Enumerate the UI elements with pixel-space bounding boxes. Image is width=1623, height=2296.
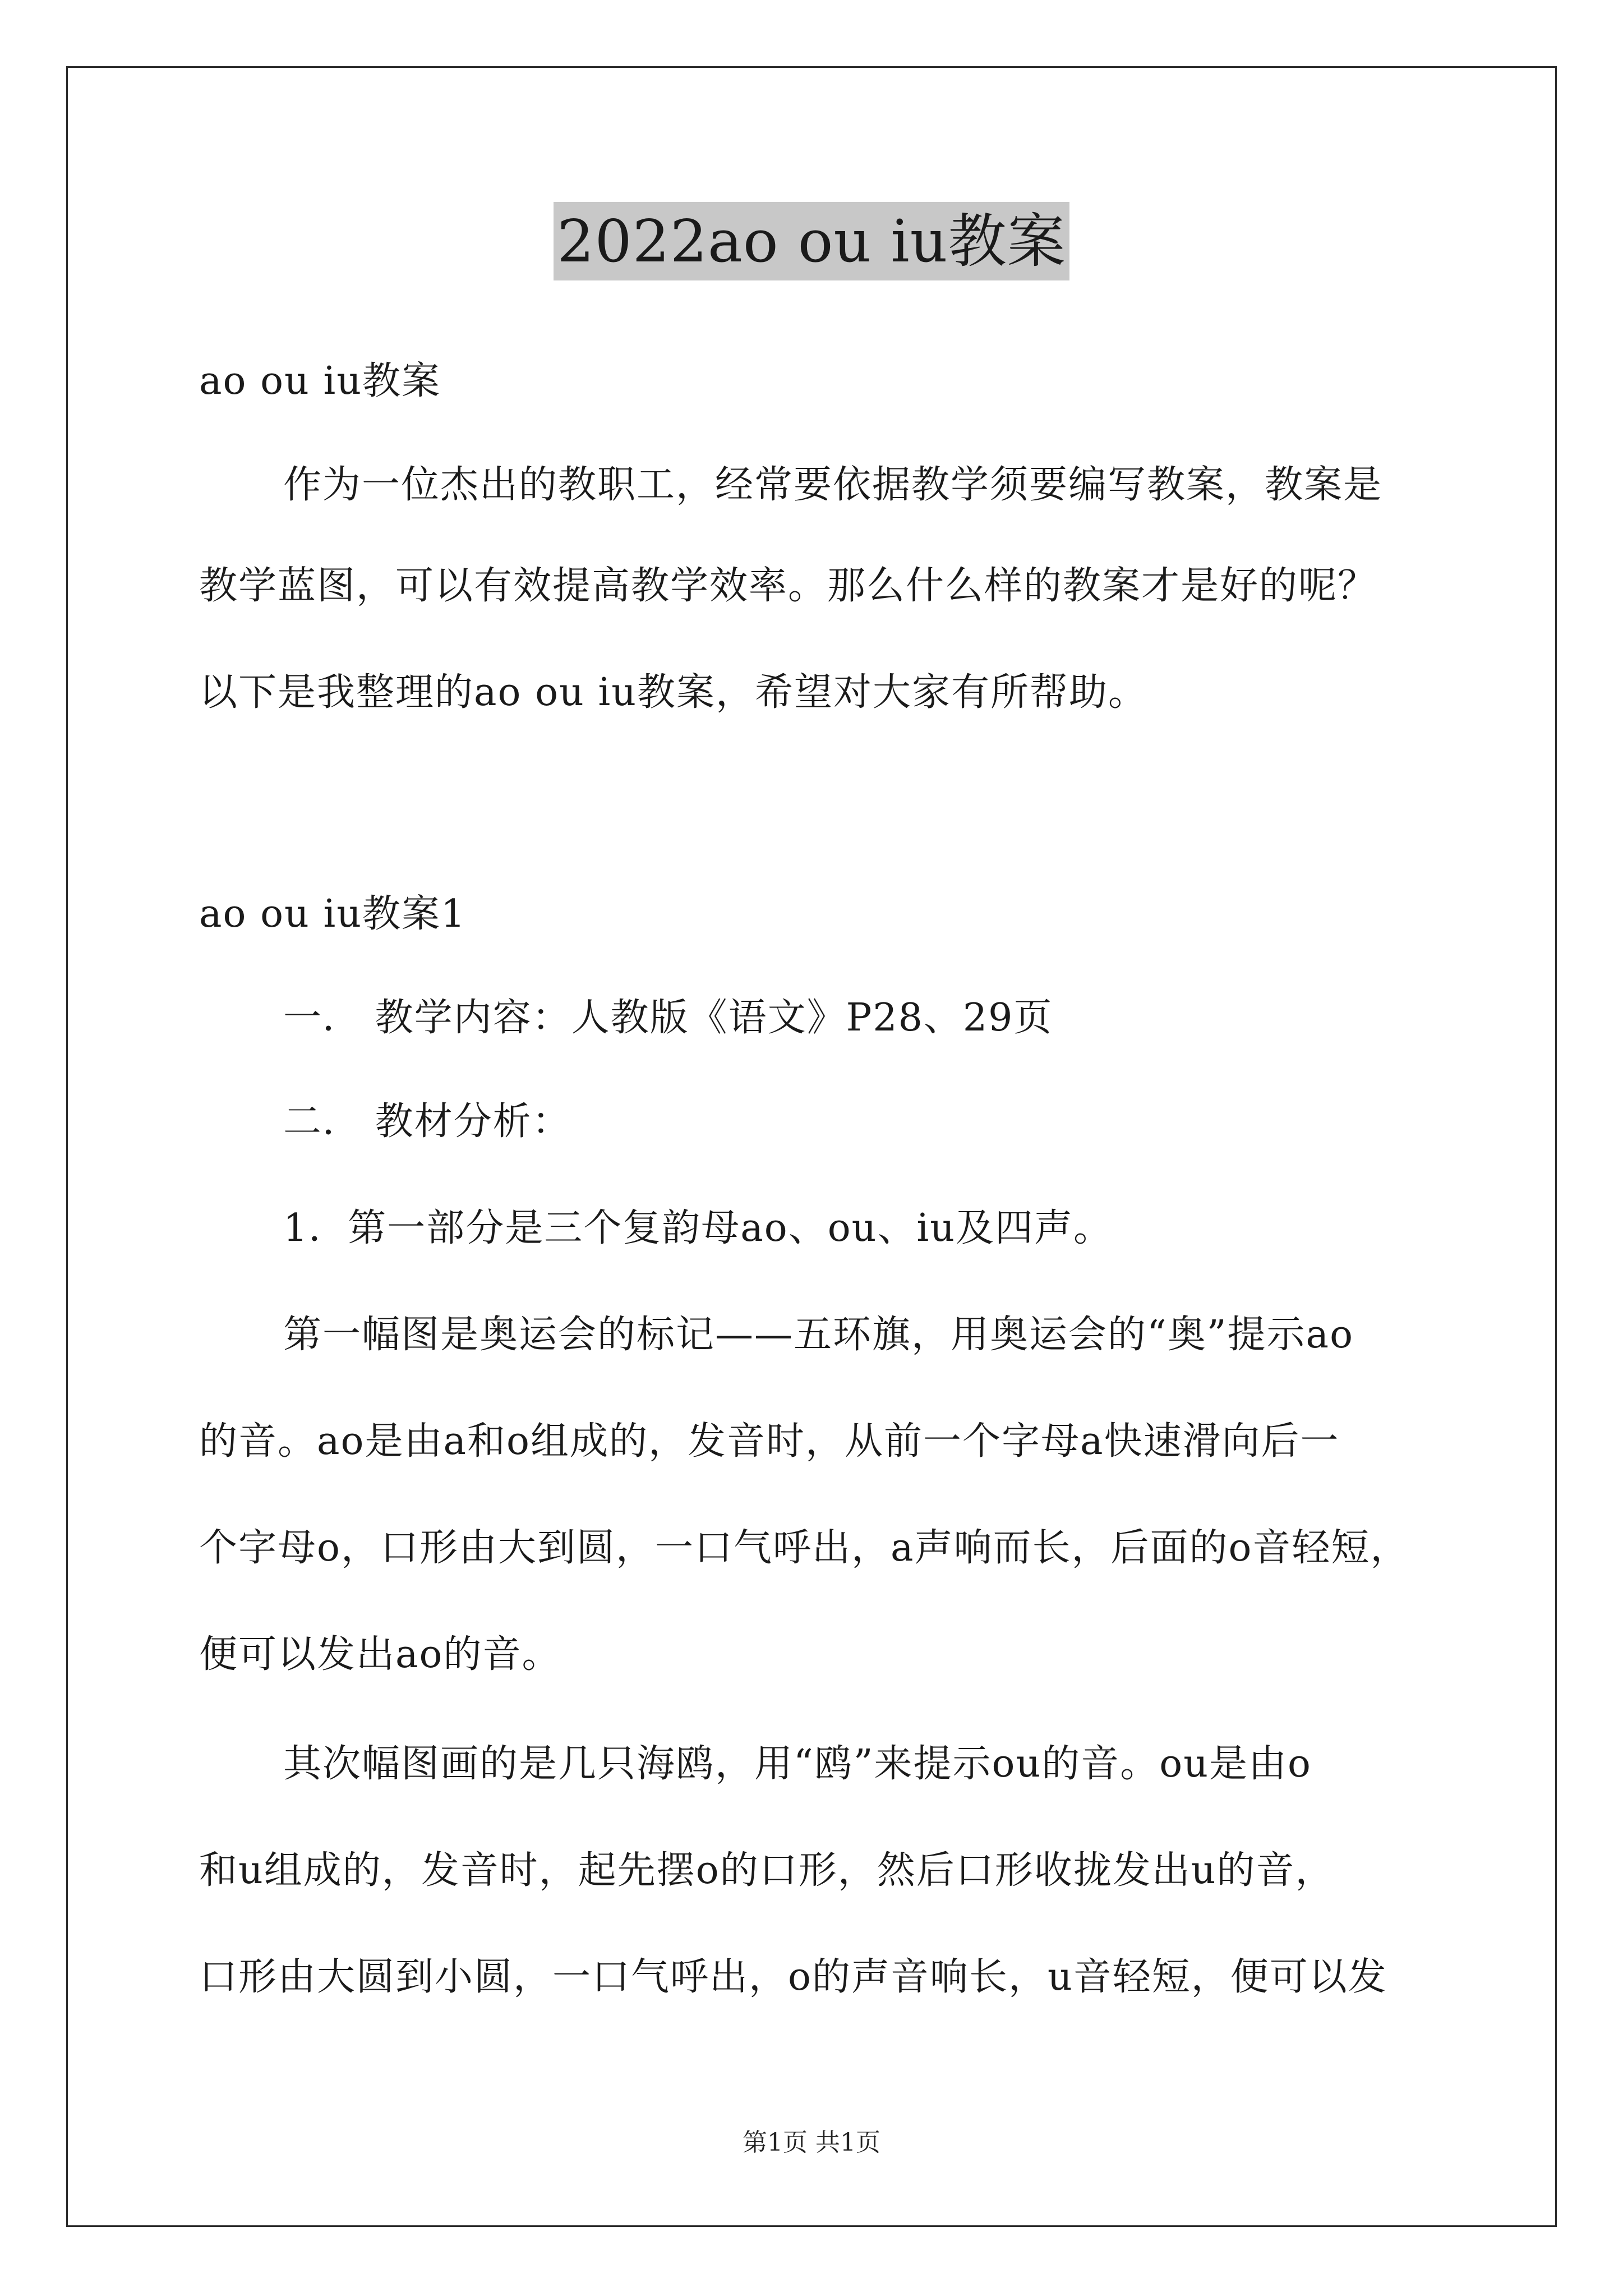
material-analysis-line: 二． 教材分析： <box>283 1099 571 1144</box>
title-container <box>0 202 1623 280</box>
paragraph-ao-line-4: 便可以发出ao的音。 <box>199 1632 561 1677</box>
paragraph-ao-line-2: 的音。ao是由a和o组成的，发音时，从前一个字母a快速滑向后一 <box>199 1419 1340 1464</box>
part-one-line: 1．第一部分是三个复韵母ao、ou、iu及四声。 <box>283 1206 1113 1250</box>
paragraph-ou-line-3: 口形由大圆到小圆，一口气呼出，o的声音响长，u音轻短，便可以发 <box>199 1955 1387 1999</box>
paragraph-ou-line-1: 其次幅图画的是几只海鸥，用“鸥”来提示ou的音。ou是由o <box>283 1742 1312 1786</box>
subtitle-line: ao ou iu教案 <box>199 359 441 403</box>
section-heading: ao ou iu教案1 <box>199 892 467 936</box>
document-title: 2022ao ou iu教案 <box>554 202 1069 280</box>
paragraph-ao-line-3: 个字母o，口形由大到圆，一口气呼出，a声响而长，后面的o音轻短， <box>199 1526 1410 1570</box>
intro-line-1: 作为一位杰出的教职工，经常要依据教学须要编写教案，教案是 <box>283 463 1383 507</box>
page-footer: 第1页 共1页 <box>743 2128 880 2157</box>
teaching-content-line: 一． 教学内容：人教版《语文》P28、29页 <box>283 996 1053 1040</box>
paragraph-ao-line-1: 第一幅图是奥运会的标记——五环旗，用奥运会的“奥”提示ao <box>283 1313 1354 1357</box>
paragraph-ou-line-2: 和u组成的，发音时，起先摆o的口形，然后口形收拢发出u的音， <box>199 1848 1335 1893</box>
intro-line-3: 以下是我整理的ao ou iu教案，希望对大家有所帮助。 <box>199 670 1147 715</box>
intro-line-2: 教学蓝图，可以有效提高教学效率。那么什么样的教案才是好的呢？ <box>199 564 1377 608</box>
